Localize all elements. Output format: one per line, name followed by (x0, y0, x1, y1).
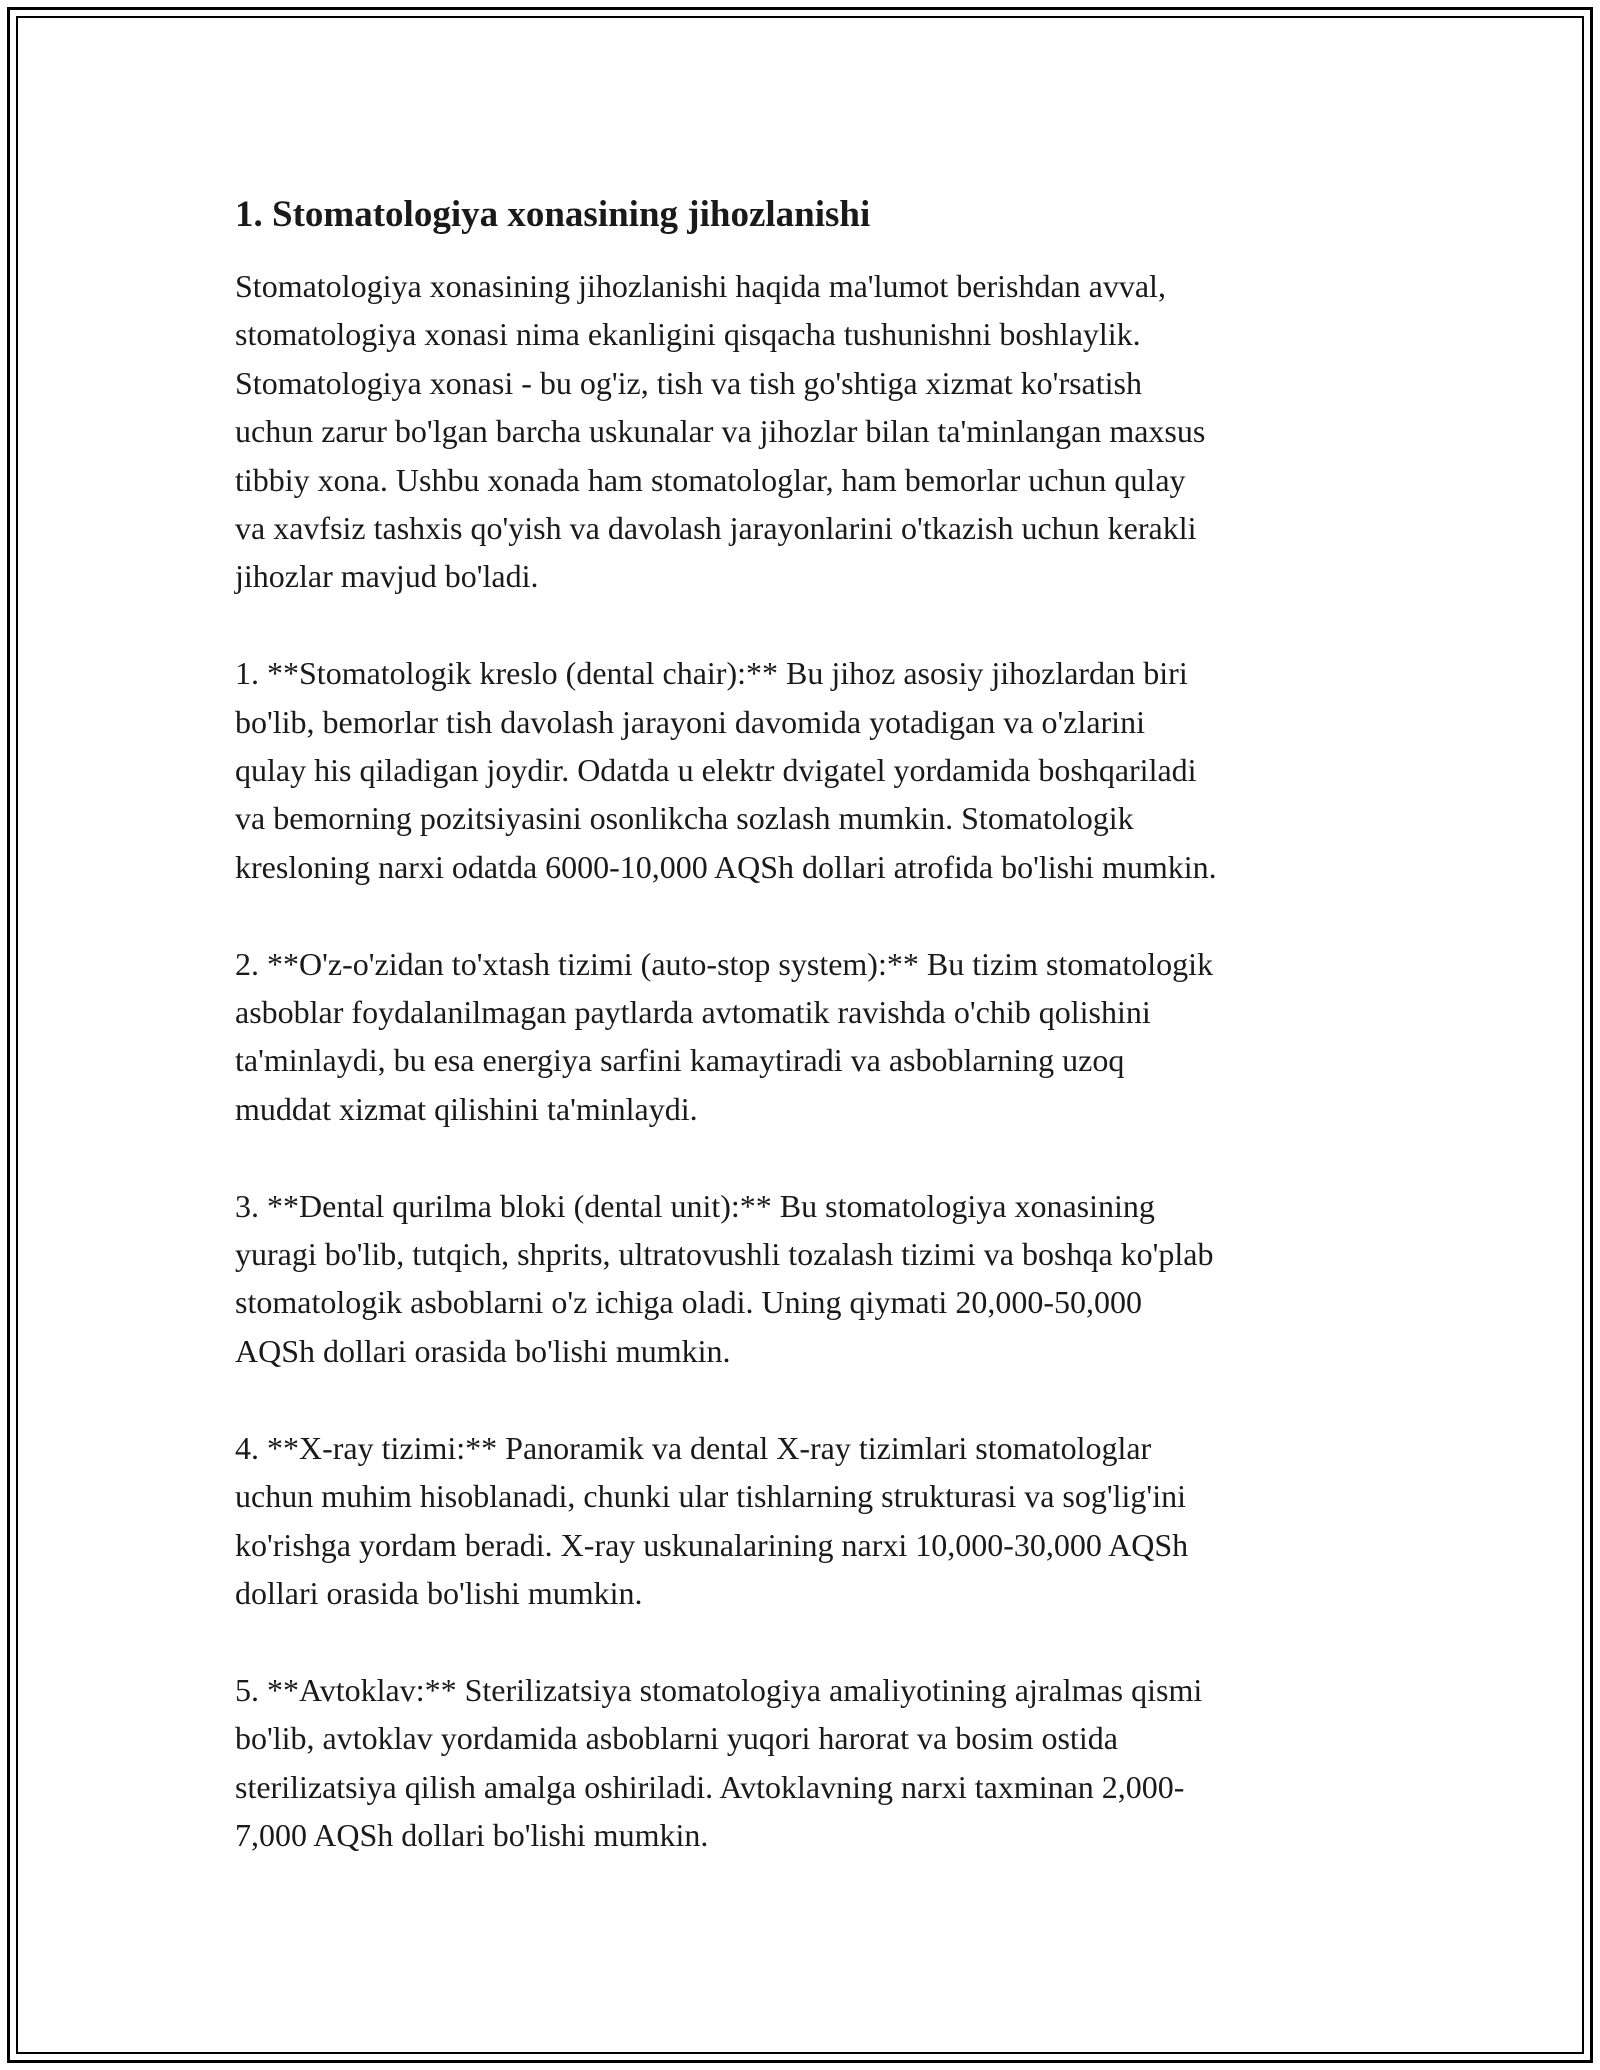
item-dental-chair: 1. **Stomatologik kreslo (dental chair):** Bu jihoz asosiy jihozlardan biri bo'lib, bemorlar tish davolash jarayoni davomida yotadigan va o'zlarini qulay his qiladigan joydir. Odatda u elektr dvigatel yordamida boshqariladi va bemorning pozitsiyasini osonlikcha sozlash mumkin. Stomatologik kresloning narxi odatda 6000-10,000 AQSh dollari atrofida bo'lishi mumkin. (235, 655, 1217, 885)
document-body (235, 190, 1375, 1908)
item-autoclave: 5. **Avtoklav:** Sterilizatsiya stomatologiya amaliyotining ajralmas qismi bo'lib, avtoklav yordamida asboblarni yuqori harorat va bosim ostida sterilizatsiya qilish amalga oshiriladi. Avtoklavning narxi taxminan 2,000- 7,000 AQSh dollari bo'lishi mumkin. (235, 1671, 1203, 1853)
document-title: 1. Stomatologiya xonasining jihozlanishi (235, 194, 871, 235)
item-auto-stop-system: 2. **O'z-o'zidan to'xtash tizimi (auto-stop system):** Bu tizim stomatologik asboblar foydalanilmagan paytlarda avtomatik ravishda o'chib qolishini ta'minlaydi, bu esa energiya sarfini kamaytiradi va asboblarning uzoq muddat xizmat qilishini ta'minlaydi. (235, 945, 1214, 1127)
item-x-ray-system: 4. **X-ray tizimi:** Panoramik va dental X-ray tizimlari stomatologlar uchun muhim hisoblanadi, chunki ular tishlarning strukturasi va sog'lig'ini ko'rishga yordam beradi. X-ray uskunalarining narxi 10,000-30,000 AQSh dollari orasida bo'lishi mumkin. (235, 1429, 1189, 1611)
item-dental-unit: 3. **Dental qurilma bloki (dental unit):** Bu stomatologiya xonasining yuragi bo'lib, tutqich, shprits, ultratovushli tozalash tizimi va boshqa ko'plab stomatologik asboblarni o'z ichiga oladi. Uning qiymati 20,000-50,000 AQSh dollari orasida bo'lishi mumkin. (235, 1187, 1214, 1369)
intro-paragraph: Stomatologiya xonasining jihozlanishi haqida ma'lumot berishdan avval, stomatologiya xonasi nima ekanligini qisqacha tushunishni boshlaylik. Stomatologiya xonasi - bu og'iz, tish va tish go'shtiga xizmat ko'rsatish uchun zarur bo'lgan barcha uskunalar va jihozlar bilan ta'minlangan maxsus tibbiy xona. Ushbu xonada ham stomatologlar, ham bemorlar uchun qulay va xavfsiz tashxis qo'yish va davolash jarayonlarini o'tkazish uchun kerakli jihozlar mavjud bo'ladi. (235, 268, 1206, 595)
